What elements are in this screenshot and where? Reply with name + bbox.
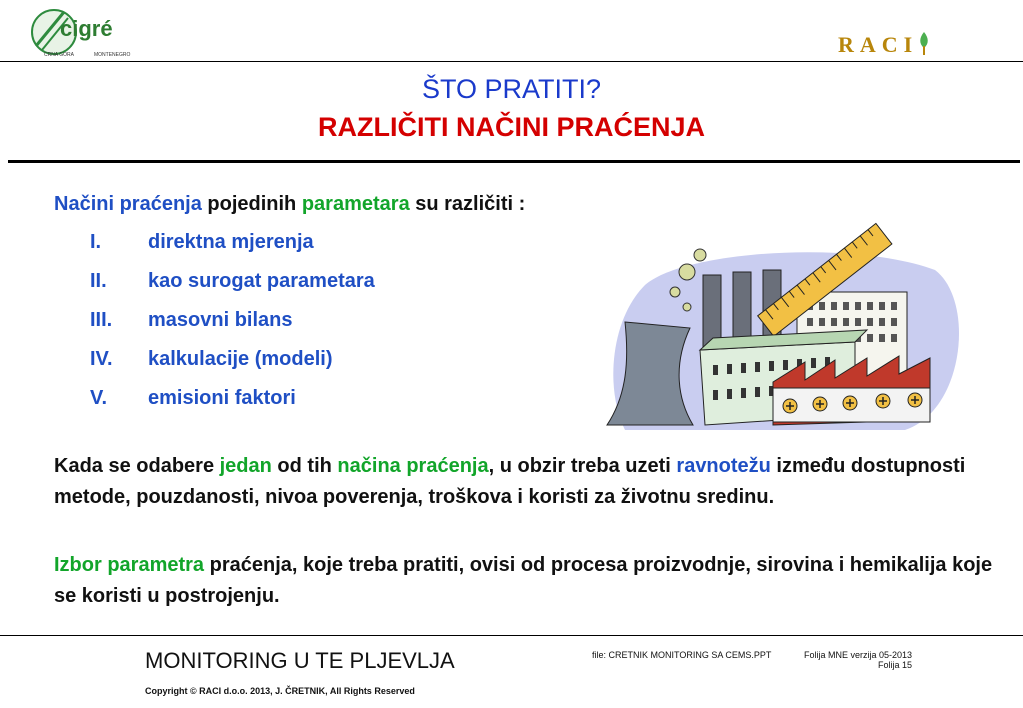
factory-illustration bbox=[605, 210, 975, 435]
cigre-logo bbox=[28, 6, 148, 62]
footer-version: Folija MNE verzija 05-2013 bbox=[803, 650, 912, 660]
intro-part-4: su različiti : bbox=[409, 193, 526, 215]
list-text: emisioni faktori bbox=[148, 387, 296, 409]
para1-d: načina praćenja bbox=[337, 455, 489, 477]
list-item bbox=[90, 231, 314, 254]
list-text: kalkulacije (modeli) bbox=[148, 348, 333, 370]
list-item bbox=[90, 348, 333, 371]
raci-logo-text: RACI bbox=[838, 32, 919, 57]
para1-c: od tih bbox=[271, 455, 338, 477]
list-item bbox=[90, 387, 296, 410]
header-rule bbox=[0, 61, 1023, 62]
footer-rule bbox=[0, 635, 1023, 636]
list-number: V. bbox=[90, 387, 108, 409]
paragraph-parameter-selection bbox=[54, 550, 1014, 612]
footer-slide-number: Folija 15 bbox=[877, 660, 912, 670]
para2-a: Izbor parametra bbox=[54, 554, 205, 576]
para2-b: praćenja, koje treba pratiti, ovisi od procesa proizvodnje, sirovina i hemikalija koje se koristi u postrojenju. bbox=[54, 554, 993, 607]
list-number: I. bbox=[90, 231, 102, 253]
list-item bbox=[90, 270, 375, 293]
para1-f: ravnotežu bbox=[676, 455, 771, 477]
para1-b: jedan bbox=[219, 455, 272, 477]
para1-g: između dostupnosti metode, pouzdanosti, nivoa poverenja, troškova i koristi za životnu sredinu. bbox=[54, 455, 966, 508]
list-item bbox=[90, 309, 293, 332]
list-text: masovni bilans bbox=[148, 309, 293, 331]
para1-e: , u obzir treba uzeti bbox=[488, 455, 677, 477]
list-number: II. bbox=[90, 270, 107, 292]
leaf-icon bbox=[918, 30, 930, 56]
title-line-1: ŠTO PRATITI? bbox=[421, 74, 602, 104]
para1-a: Kada se odabere bbox=[54, 455, 220, 477]
list-text: kao surogat parametara bbox=[148, 270, 375, 292]
title-divider bbox=[8, 160, 1020, 163]
intro-part-1: Načini praćenja bbox=[54, 193, 202, 215]
footer-copyright: Copyright © RACI d.o.o. 2013, J. ČRETNIK, All Rights Reserved bbox=[145, 686, 415, 696]
list-number: IV. bbox=[90, 348, 113, 370]
list-number: III. bbox=[90, 309, 113, 331]
footer-file: file: CRETNIK MONITORING SA CEMS.PPT bbox=[592, 650, 772, 660]
footer-title: MONITORING U TE PLJEVLJA bbox=[145, 648, 455, 673]
paragraph-balance bbox=[54, 451, 1014, 513]
intro-part-3: parametara bbox=[301, 193, 410, 215]
raci-logo bbox=[838, 30, 930, 58]
title-line-2: RAZLIČITI NAČINI PRAĆENJA bbox=[317, 112, 705, 142]
intro-text bbox=[54, 192, 525, 216]
cigre-logo-sub2: MONTENEGRO bbox=[94, 52, 131, 58]
cigre-logo-sub1: CRNA GORA bbox=[44, 52, 75, 58]
cigre-logo-text: cigré bbox=[60, 16, 113, 41]
intro-part-2: pojedinih bbox=[201, 193, 302, 215]
list-text: direktna mjerenja bbox=[148, 231, 314, 253]
